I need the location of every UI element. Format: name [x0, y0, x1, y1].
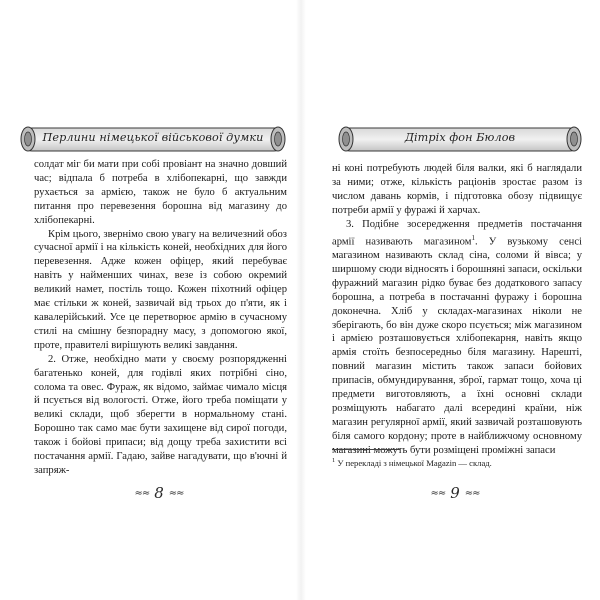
ornament-icon: ≈≈: [430, 487, 446, 499]
paragraph: Крім цього, звернімо свою увагу на величезний обоз сучасної армії і на кількість коней, необхідних для його перевезення. Адже кожен офіцер, який перебуває навіть у найменших чинах, везе із собою окремий великий намет, постіль тощо. Кожен піхотний офіцер має стільки ж коней, зазвичай від трьох до п'яти, як і кавалерійський. Усе це перетворює армію в сучасному стилі на смішну безпорадну масу, з допомогою якої, проте, правителі вирішують великі завдання.: [34, 228, 287, 351]
page-number-value: 9: [450, 484, 460, 502]
scroll-banner-left: [18, 124, 288, 154]
book-gutter: [296, 0, 306, 600]
paragraph: солдат міг би мати при собі провіант на значно довший час; відпала б потреба в хлібопекарні, що завжди рухається за армією, також не було б актуальним питання про перевезення борошна від магазину до хлібопекарні.: [34, 159, 287, 226]
footnote-divider: [332, 449, 400, 450]
footnote-text: У перекладі з німецької Magazin — склад.: [337, 457, 492, 468]
footnote-ref[interactable]: 1: [471, 233, 475, 242]
running-header-left: Перлини німецької військової думки: [42, 131, 264, 144]
ornament-icon: ≈≈: [168, 487, 184, 499]
footnote: [332, 455, 582, 469]
paragraph-rest: . У вузькому сенсі магазином називають склад сіна, соломи й вівса; у ширшому сюди відносять і борошняні запаси, оскільки фуражний магазин рідко буває без додаткового запасу борошна, а потреба в постачанні фуражу і борошна доконечна. Хліб у складах-магазинах ніколи не зберігають, бо він дуже скоро псується; між магазином і армією розташовується хлібопекарня, навіть якщо армія стоїть безпосередньо біля магазину. Нарешті, повний магазин містить також запаси бойових припасів, обмундирування, зброї, гармат тощо, хоча ці предмети виготовляють, а їхні основні склади розміщують набагато далі всередині країни, ніж магазин регулярної армії, який зазвичай розташовують біля самого кордону; проте в найближчому основному магазині можуть бути розміщені проміжні запаси: [332, 236, 582, 456]
paragraph: [332, 218, 582, 458]
paragraph: ні коні потребують людей біля валки, які б наглядали за ними; отже, кількість раціонів зростає разом із числом давань кормів, і підготовка обозу підвищує потреби армії у фуражі й харчах.: [332, 163, 582, 216]
running-header-right: Дітріх фон Бюлов: [404, 131, 516, 144]
ornament-icon: ≈≈: [134, 487, 150, 499]
page-number-value: 8: [154, 484, 164, 502]
scroll-banner-right: [336, 124, 584, 154]
right-page-text: [332, 162, 582, 458]
footnote-mark: 1: [332, 457, 336, 464]
left-page-text: [34, 158, 287, 478]
page-number-right: [410, 484, 500, 502]
right-page: [306, 0, 586, 600]
paragraph: 2. Отже, необхідно мати у своєму розпорядженні багатенько коней, для годівлі яких потрібні сіно, солома та овес. Фураж, як відомо, займає чимало місця й псується від вологості. Отже, його треба поміщати у великі склади, щоб зберегти в нормальному стані. Борошно так само має бути захищене від сирої погоди, також і бойові припаси; від дощу треба захистити всі постачання армії. Гадаю, зайве нагадувати, що в'ючні й запряж-: [34, 353, 287, 476]
page-number-left: [114, 484, 204, 502]
left-page: [14, 0, 292, 600]
ornament-icon: ≈≈: [464, 487, 480, 499]
paragraph-start: 3. Подібне зосередження предметів постачання армії називають магазином: [332, 218, 582, 248]
